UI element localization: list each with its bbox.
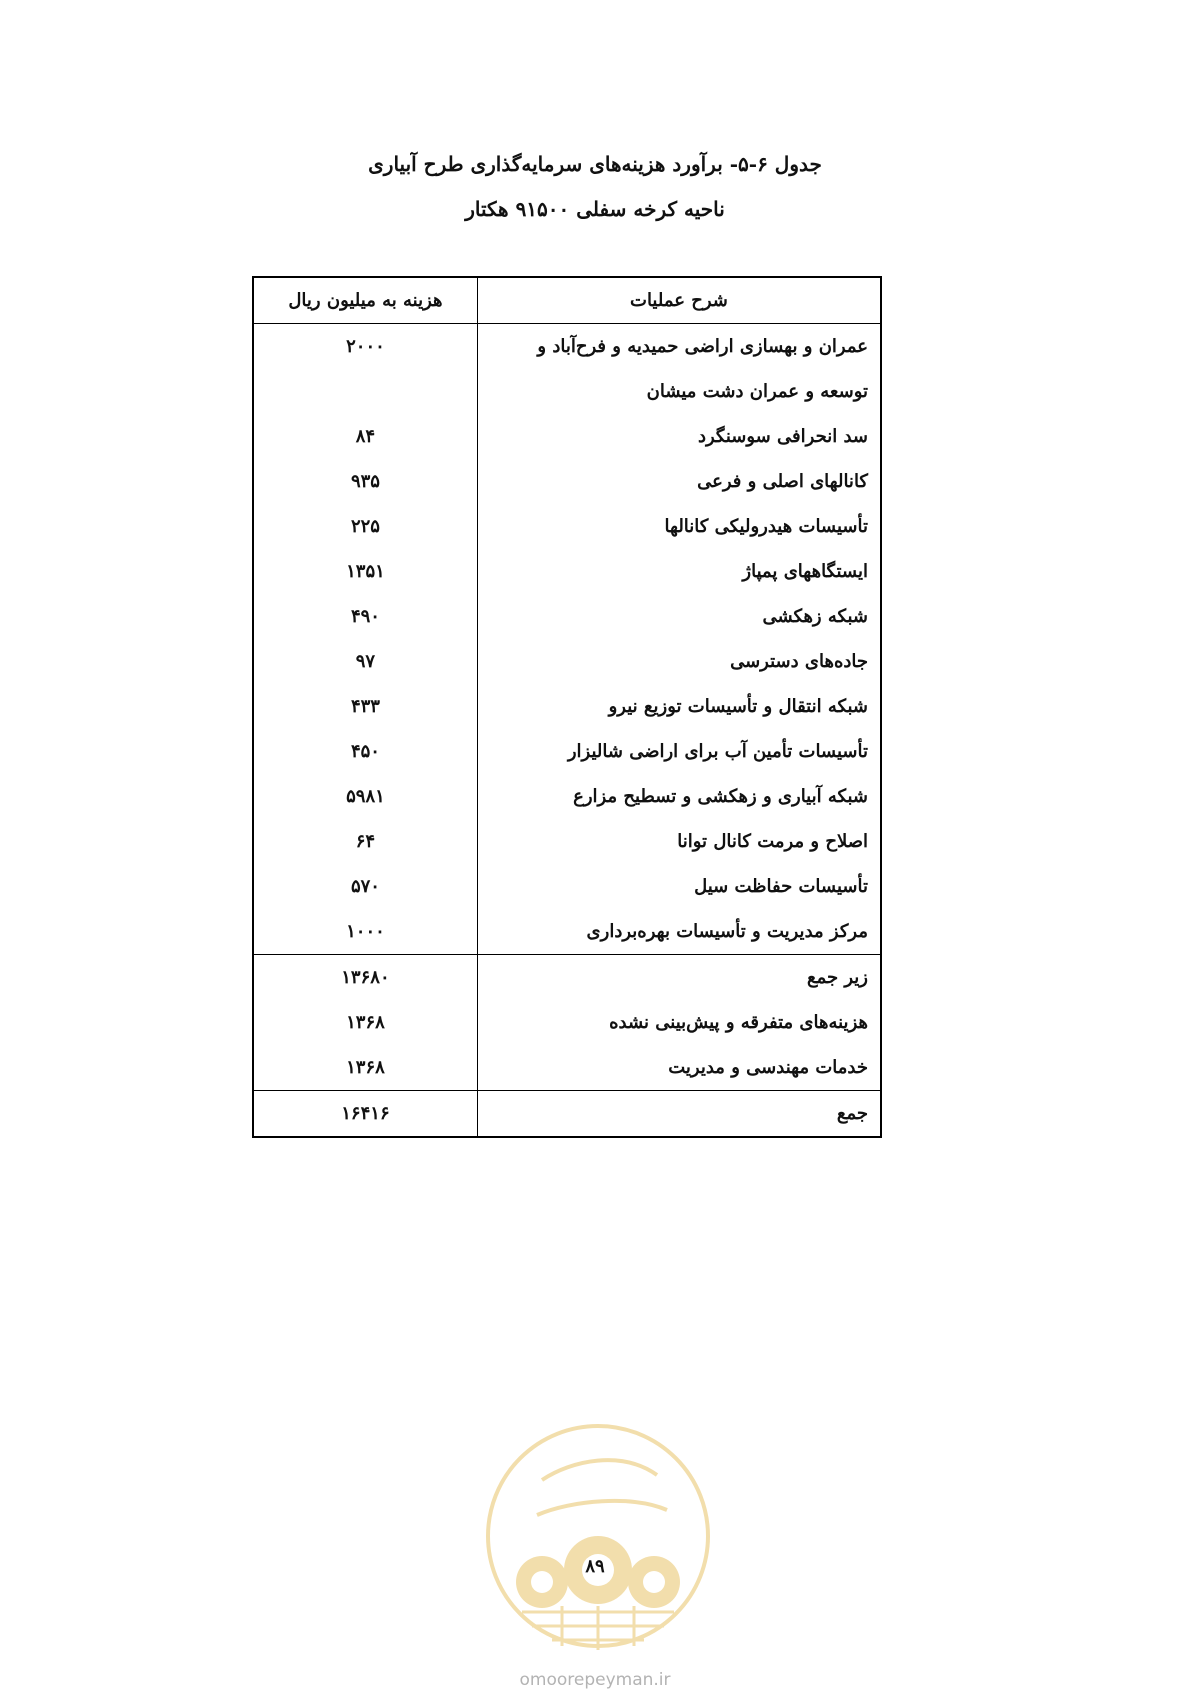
row-cost: ۴۹۰ [253,594,477,639]
table-header-row [253,277,881,324]
subtotal-cost: ۱۳۶۸۰ [253,955,477,1001]
table-row [253,774,881,819]
table-row [253,549,881,594]
extra-cost-row [253,1000,881,1045]
row-cost: ۹۷ [253,639,477,684]
table-row [253,729,881,774]
table-row [253,414,881,459]
table-row [253,594,881,639]
table-row [253,369,881,414]
row-description: سد انحرافی سوسنگرد [477,414,881,459]
row-cost: ۲۲۵ [253,504,477,549]
row-cost [253,369,477,414]
row-cost: ۹۳۵ [253,459,477,504]
table-row [253,684,881,729]
watermark-website: omoorepeyman.ir [519,1670,671,1690]
row-cost: ۵۷۰ [253,864,477,909]
row-description: اصلاح و مرمت کانال توانا [477,819,881,864]
table-row [253,864,881,909]
table-row [253,639,881,684]
table-row [253,459,881,504]
row-cost: ۴۳۳ [253,684,477,729]
row-description: کانالهای اصلی و فرعی [477,459,881,504]
row-description: جاده‌های دسترسی [477,639,881,684]
table-title: جدول ۶-۵- برآورد هزینه‌های سرمایه‌گذاری طرح آبیاری [368,152,822,176]
total-label: جمع [477,1091,881,1138]
row-description: تأسیسات تأمین آب برای اراضی شالیزار [477,729,881,774]
subtotal-description: زیر جمع [477,955,881,1001]
row-description: ایستگاههای پمپاژ [477,549,881,594]
row-description: تأسیسات هیدرولیکی کانالها [477,504,881,549]
page-number: ۸۹ [585,1556,605,1577]
header-cost: هزینه به میلیون ریال [253,277,477,324]
row-cost: ۴۵۰ [253,729,477,774]
row-description: مرکز مدیریت و تأسیسات بهره‌برداری [477,909,881,955]
row-cost: ۱۰۰۰ [253,909,477,955]
extra-cost-value: ۱۳۶۸ [253,1045,477,1091]
row-cost: ۲۰۰۰ [253,324,477,370]
row-description: تأسیسات حفاظت سیل [477,864,881,909]
row-description: شبکه آبیاری و زهکشی و تسطیح مزارع [477,774,881,819]
table-row [253,909,881,955]
table-row [253,504,881,549]
omoorepeyman-seal-logo-icon [482,1420,714,1652]
total-row [253,1091,881,1138]
row-cost: ۸۴ [253,414,477,459]
table-row [253,819,881,864]
cost-table [252,276,882,1138]
table-subtitle: ناحیه کرخه سفلی ۹۱۵۰۰ هکتار [465,197,725,221]
row-description: شبکه انتقال و تأسیسات توزیع نیرو [477,684,881,729]
row-description: توسعه و عمران دشت میشان [477,369,881,414]
row-description: شبکه زهکشی [477,594,881,639]
row-cost: ۶۴ [253,819,477,864]
row-description: عمران و بهسازی اراضی حمیدیه و فرح‌آباد و [477,324,881,370]
total-value: ۱۶۴۱۶ [253,1091,477,1138]
header-description: شرح عملیات [477,277,881,324]
extra-cost-row [253,1045,881,1091]
extra-cost-description: خدمات مهندسی و مدیریت [477,1045,881,1091]
extra-cost-value: ۱۳۶۸ [253,1000,477,1045]
row-cost: ۱۳۵۱ [253,549,477,594]
row-cost: ۵۹۸۱ [253,774,477,819]
subtotal-row [253,955,881,1001]
table-row [253,324,881,370]
extra-cost-description: هزینه‌های متفرقه و پیش‌بینی نشده [477,1000,881,1045]
